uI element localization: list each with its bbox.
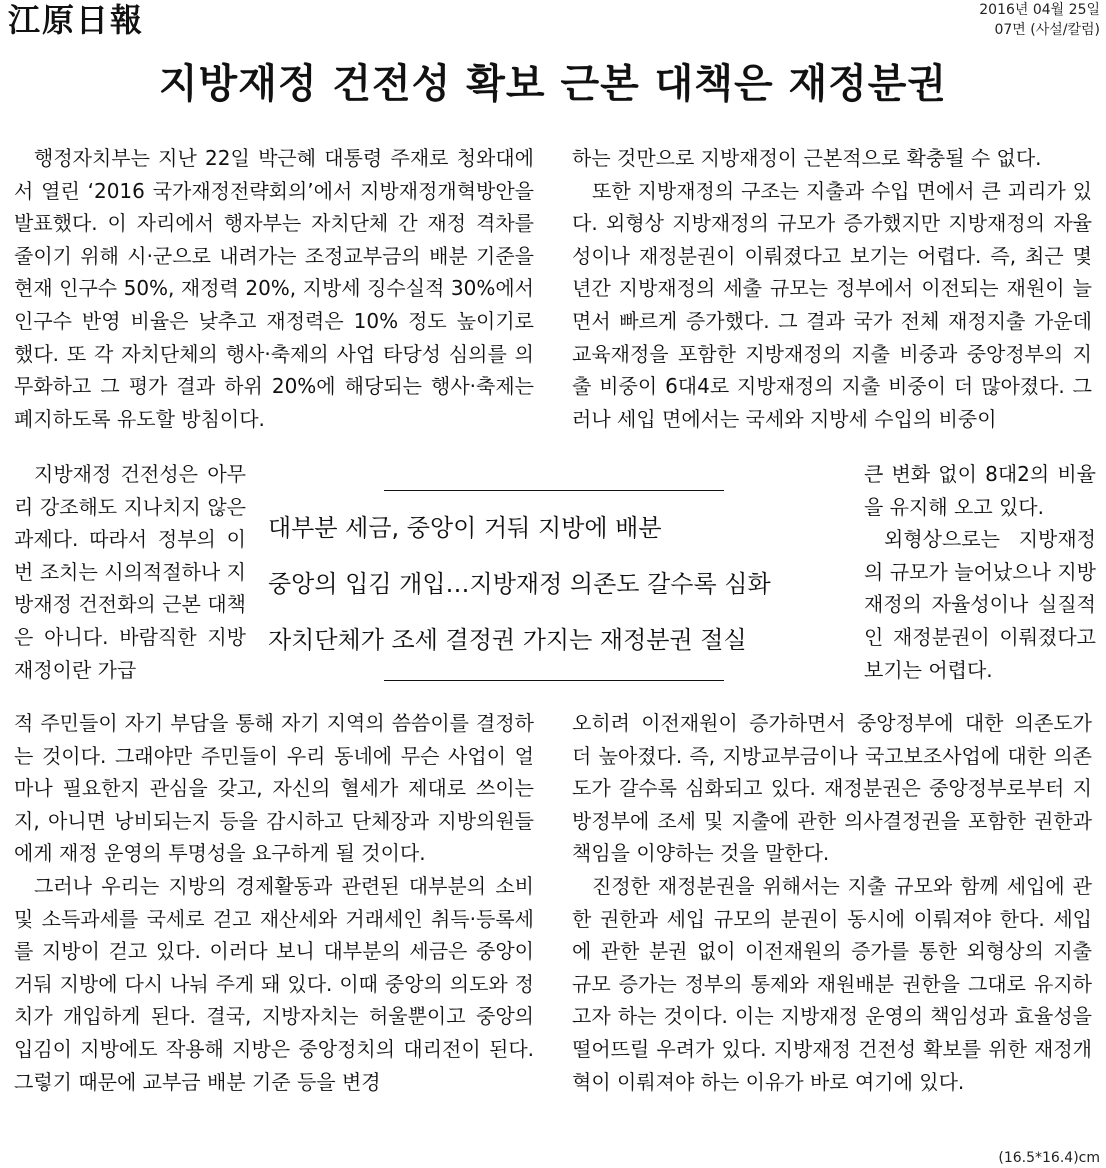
paragraph: 그러나 우리는 지방의 경제활동과 관련된 대부분의 소비 및 소득과세를 국세로 걷고 재산세와 거래세인 취득·등록세를 지방이 걷고 있다. 이러다 보니 대부분의 세금은 중앙이 거둬 지방에 다시 나눠 주게 돼 있다. 이때 중앙의 의도와 정치가 개입하게 된다. 결국, 지방자치는 허울뿐이고 중앙의 입김이 지방에도 작용해 지방은 중앙정치의 대리전이 된다. 그렇기 때문에 교부금 배분 기준 등을 변경 bbox=[14, 873, 534, 1094]
paragraph: 적 주민들이 자기 부담을 통해 자기 지역의 씀씀이를 결정하는 것이다. 그래야만 주민들이 우리 동네에 무슨 사업이 얼마나 필요한지 관심을 갖고, 자신의 혈세가 제대로 쓰이는지, 아니면 낭비되는지 등을 감시하고 단체장과 지방의원들에게 재정 운영의 투명성을 요구하게 될 것이다. bbox=[14, 711, 534, 866]
left-column-narrow bbox=[14, 458, 246, 686]
paragraph: 하는 것만으로 지방재정이 근본적으로 확충될 수 없다. bbox=[572, 146, 1042, 170]
paragraph: 또한 지방재정의 구조는 지출과 수입 면에서 큰 괴리가 있다. 외형상 지방재정의 규모가 증가했지만 지방재정의 자율성이나 재정분권이 이뤄졌다고 보기는 어렵다. 즉, 최근 몇 년간 지방재정의 세출 규모는 정부에서 이전되는 재원이 늘면서 빠르게 증가했다. 그 결과 국가 전체 재정지출 가운데 교육재정을 포함한 지방재정의 지출 비중과 중앙정부의 지출 비중이 6대4로 지방재정의 지출 비중이 더 많아졌다. 그러나 세입 면에서는 국세와 지방세 수입의 비중이 bbox=[572, 178, 1092, 431]
pullquote-line: 대부분 세금, 중앙이 거둬 지방에 배분 bbox=[268, 514, 662, 542]
right-column-narrow bbox=[864, 458, 1096, 686]
paragraph: 큰 변화 없이 8대2의 비율을 유지해 오고 있다. bbox=[864, 462, 1096, 519]
article-headline: 지방재정 건전성 확보 근본 대책은 재정분권 bbox=[158, 61, 948, 107]
pullquote-line: 자치단체가 조세 결정권 가지는 재정분권 절실 bbox=[268, 626, 747, 654]
paragraph: 외형상으로는 지방재정의 규모가 늘어났으나 지방재정의 자율성이나 실질적인 재정분권이 이뤄졌다고 보기는 어렵다. bbox=[864, 527, 1096, 682]
pullquote bbox=[268, 500, 848, 668]
right-column-bottom bbox=[572, 707, 1092, 1098]
article-size-note: (16.5*16.4)cm bbox=[998, 1150, 1100, 1166]
right-column-top bbox=[572, 142, 1092, 435]
pullquote-line: 중앙의 입김 개입…지방재정 의존도 갈수록 심화 bbox=[268, 570, 771, 598]
left-column-bottom bbox=[14, 707, 534, 1098]
newspaper-masthead: 江原日報 bbox=[8, 1, 145, 39]
publication-date: 2016년 04월 25일 bbox=[979, 2, 1100, 18]
pullquote-top-rule bbox=[384, 490, 724, 491]
left-column-top bbox=[14, 142, 534, 435]
page-section: 07면 (사설/칼럼) bbox=[994, 22, 1100, 38]
paragraph: 진정한 재정분권을 위해서는 지출 규모와 함께 세입에 관한 권한과 세입 규모의 분권이 동시에 이뤄져야 한다. 세입에 관한 분권 없이 이전재원의 증가를 통한 외형상의 지출 규모 증가는 정부의 통제와 재원배분 권한을 그대로 유지하고자 하는 것이다. 이는 지방재정 운영의 책임성과 효율성을 떨어뜨릴 우려가 있다. 지방재정 건전성 확보를 위한 재정개혁이 이뤄져야 하는 이유가 바로 여기에 있다. bbox=[572, 873, 1092, 1094]
paragraph: 행정자치부는 지난 22일 박근혜 대통령 주재로 청와대에서 열린 ‘2016 국가재정전략회의’에서 지방재정개혁방안을 발표했다. 이 자리에서 행자부는 자치단체 간 재정 격차를 줄이기 위해 시·군으로 내려가는 조정교부금의 배분 기준을 현재 인구수 50%, 재정력 20%, 지방세 징수실적 30%에서 인구수 반영 비율은 낮추고 재정력은 10% 정도 높이기로 했다. 또 각 자치단체의 행사·축제의 사업 타당성 심의를 의무화하고 그 평가 결과 하위 20%에 해당되는 행사·축제는 폐지하도록 유도할 방침이다. bbox=[14, 146, 534, 431]
paragraph: 지방재정 건전성은 아무리 강조해도 지나치지 않은 과제다. 따라서 정부의 이번 조치는 시의적절하나 지방재정 건전화의 근본 대책은 아니다. 바람직한 지방재정이란 가급 bbox=[14, 462, 246, 682]
dateline bbox=[979, 0, 1100, 40]
pullquote-bottom-rule bbox=[384, 680, 724, 681]
paragraph: 오히려 이전재원이 증가하면서 중앙정부에 대한 의존도가 더 높아졌다. 즉, 지방교부금이나 국고보조사업에 대한 의존도가 갈수록 심화되고 있다. 재정분권은 중앙정부로부터 지방정부에 조세 및 지출에 관한 의사결정권을 포함한 권한과 책임을 이양하는 것을 말한다. bbox=[572, 711, 1092, 866]
